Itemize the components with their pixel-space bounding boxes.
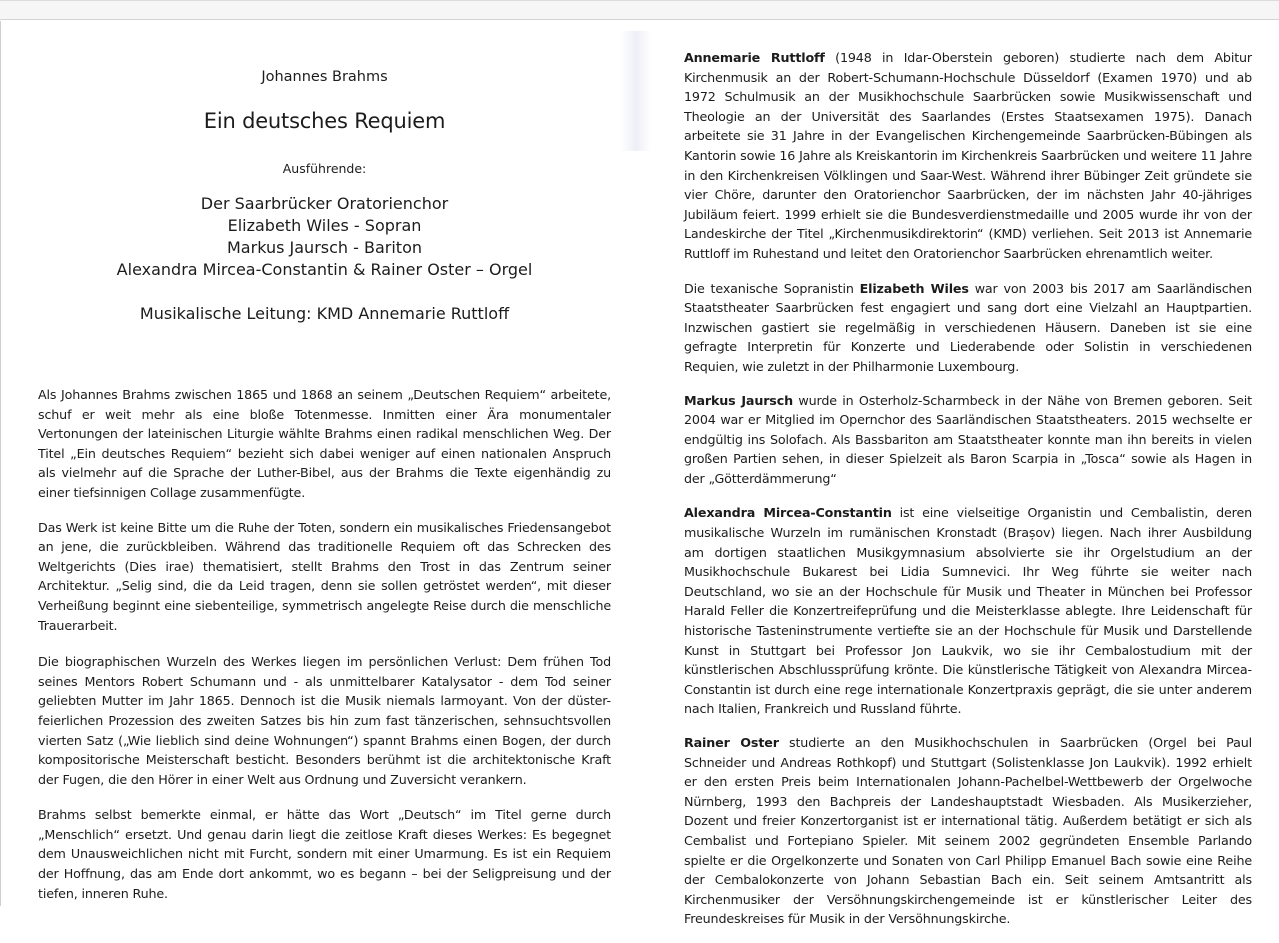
page-fold-shadow xyxy=(621,31,651,151)
essay-paragraph: Als Johannes Brahms zwischen 1865 und 1868 an seinem „Deutschen Requiem“ arbeitete, schuf er weit mehr als eine bloße Totenmesse. Inmitten einer Ära monumentaler Vertonungen der lateinischen Liturgie wählte Brahms einen radikal menschlichen Weg. Der Titel „Ein deutsches Requiem“ bezieht sich dabei weniger auf einen nationalen Anspruch als vielmehr auf die Sprache der Luther-Bibel, aus der Brahms die Texte eigenhändig zu einer tiefsinnigen Collage zusammenfügte. xyxy=(38,387,611,500)
performer-choir: Der Saarbrücker Oratorienchor xyxy=(200,194,449,213)
essay xyxy=(38,385,611,917)
essay-paragraph: Brahms selbst bemerkte einmal, er hätte das Wort „Deutsch“ im Titel gerne durch „Menschlich“ ersetzt. Und genau darin liegt die zeitlose Kraft dieses Werkes: Es begegnet dem Unausweichlichen nicht mit Furcht, sondern mit einer Umarmung. Es ist ein Requiem der Hoffnung, das am Ende dort ankommt, wo es begann – bei der Seligpreisung und der tiefen, inneren Ruhe. xyxy=(38,807,611,901)
document-page xyxy=(0,21,1279,927)
bio-ruttloff xyxy=(684,48,1252,264)
performer-soprano: Elizabeth Wiles - Sopran xyxy=(227,216,422,235)
bio-jaursch xyxy=(684,391,1252,489)
bio-name: Elizabeth Wiles xyxy=(859,280,969,296)
viewer-toolbar xyxy=(0,0,1279,20)
bio-text: wurde in Osterholz-Scharmbeck in der Nähe von Bremen geboren. Seit 2004 war er Mitglied im Opernchor des Saarländischen Staatstheaters. 2015 wechselte er endgültig ins Solofach. Als Bassbariton am Staatstheater konnte man ihn bereits in vielen großen Partien sehen, in dieser Spielzeit als Baron Scarpia in „Tosca“ sowie als Hagen in der „Götterdämmerung“ xyxy=(684,392,1252,486)
bio-text: (1948 in Idar-Oberstein geboren) studierte nach dem Abitur Kirchenmusik an der Robert-Schumann-Hochschule Düsseldorf (Examen 1970) und ab 1972 Schulmusik an der Musikhochschule Saarbrücken sowie Musikwissenschaft und Theologie an der Universität des Saarlandes (Erstes Staatsexamen 1975). Danach arbeitete sie 31 Jahre in der Evangelischen Kirchengemeinde Saarbrücken-Bübingen als Kantorin sowie 16 Jahre als Kreiskantorin im Kirchenkreis Saarbrücken und weitere 11 Jahre in den Kirchenkreisen Völklingen und Saar-West. Während ihrer Bübinger Zeit gründete sie vier Chöre, darunter den Oratorienchor Saarbrücken, der im nächsten Jahr 40-jähriges Jubiläum feiert. 1999 erhielt sie die Bundesverdienstmedaille und 2005 wurde ihr von der Landeskirche der Titel „Kirchenmusikdirektorin“ (KMD) verliehen. Seit 2013 ist Annemarie Ruttloff im Ruhestand und leitet den Oratorienchor Saarbrücken ehrenamtlich weiter. xyxy=(684,50,1252,261)
performers-list xyxy=(38,193,611,281)
essay-paragraph: Das Werk ist keine Bitte um die Ruhe der Toten, sondern ein musikalisches Friedensangebot an jene, die zurückbleiben. Während das traditionelle Requiem oft das Schrecken des Weltgerichts (Dies irae) thematisiert, stellt Brahms den Trost in das Zentrum seiner Architektur. „Selig sind, die da Leid tragen, denn sie sollen getröstet werden“, mit dieser Verheißung beginnt eine siebenteilige, symmetrisch angelegte Reise durch die menschliche Trauerarbeit. xyxy=(38,519,611,633)
bio-text: studierte an den Musikhochschulen in Saarbrücken (Orgel bei Paul Schneider und Andreas Rothkopf) und Stuttgart (Solistenklasse Jon Laukvik). 1992 erhielt er den ersten Preis beim Internationalen Johann-Pachelbel-Wettbewerb der Orgelwoche Nürnberg, 1993 den Bachpreis der Landeshauptstadt Wiesbaden. Als Musikerzieher, Dozent und freier Konzertorganist ist er international tätig. Außerdem betätigt er sich als Cembalist und Fortepiano Spieler. Mit seinem 2002 gegründeten Ensemble Parlando spielte er die Orgelkonzerte und Sonaten von Carl Philipp Emanuel Bach sowie eine Reihe der Cembalokonzerte von Johann Sebastian Bach ein. Seit seinem Amtsantritt als Kirchenmusiker der Versöhnungskirchengemeinde ist er künstlerischer Leiter des Freundeskreises für Musik in der Versöhnungskirche. xyxy=(684,735,1252,927)
bio-oster xyxy=(684,733,1252,929)
bio-prefix: Die texanische Sopranistin xyxy=(684,280,860,296)
bio-text: ist eine vielseitige Organistin und Cembalistin, deren musikalische Wurzeln im rumänischen Kronstadt (Brașov) liegen. Nach ihrer Ausbildung am dortigen staatlichen Musikgymnasium absolvierte sie ihr Orgelstudium an der Musikhochschule Bukarest bei Lidia Sumnevici. Ihr Weg führte sie weiter nach Deutschland, wo sie an der Hochschule für Musik und Theater in München bei Professor Harald Feller die Konzertreifeprüfung und die Meisterklasse ablegte. Ihre Leidenschaft für historische Tasteninstrumente vertiefte sie an der Hochschule für Musik und Darstellende Kunst in Stuttgart bei Professor Jon Laukvik, wo sie ihr Cembalostudium mit der künstlerischen Abschlussprüfung krönte. Die künstlerische Tätigkeit von Alexandra Mircea-Constantin ist durch eine rege internationale Konzertpraxis geprägt, die sie unter anderem nach Italien, Frankreich und Russland führte. xyxy=(684,505,1252,717)
bio-wiles xyxy=(684,279,1252,377)
work-title: Ein deutsches Requiem xyxy=(203,109,446,133)
right-column-biographies xyxy=(684,48,1252,943)
bio-name: Rainer Oster xyxy=(684,735,779,750)
bio-name: Annemarie Ruttloff xyxy=(684,50,825,65)
musical-direction: Musikalische Leitung: KMD Annemarie Ruttloff xyxy=(139,304,510,323)
performer-organ: Alexandra Mircea-Constantin & Rainer Oster – Orgel xyxy=(116,260,533,279)
essay-paragraph: Die biographischen Wurzeln des Werkes liegen im persönlichen Verlust: Dem frühen Tod seines Mentors Robert Schumann und - als unmittelbarer Katalysator - dem Tod seiner geliebten Mutter im Jahr 1865. Dennoch ist die Musik niemals larmoyant. Von der düster-feierlichen Prozession des zweiten Satzes bis hin zum fast tänzerischen, sehnsuchtsvollen vierten Satz („Wie lieblich sind deine Wohnungen“) spannt Brahms einen Bogen, der durch kompositorische Meisterschaft besticht. Besonders berühmt ist die architektonische Kraft der Fugen, die den Hörer in einer Welt aus Ordnung und Zuversicht verankern. xyxy=(38,654,611,787)
performer-baritone: Markus Jaursch - Bariton xyxy=(227,238,422,257)
bio-mircea-constantin xyxy=(684,503,1252,719)
bio-name: Alexandra Mircea-Constantin xyxy=(684,505,892,521)
bio-name: Markus Jaursch xyxy=(684,392,793,408)
composer-name: Johannes Brahms xyxy=(261,69,388,85)
bio-text: war von 2003 bis 2017 am Saarländischen Staatstheater Saarbrücken fest engagiert und sang dort eine Vielzahl an Hauptpartien. Inzwischen gastiert sie regelmäßig in verschiedenen Häusern. Daneben ist sie eine gefragte Interpretin für Konzerte und Liederabende oder Solistin in verschiedenen Requien, wie zuletzt in der Philharmonie Luxembourg. xyxy=(684,280,1252,374)
performers-label: Ausführende: xyxy=(282,161,367,176)
